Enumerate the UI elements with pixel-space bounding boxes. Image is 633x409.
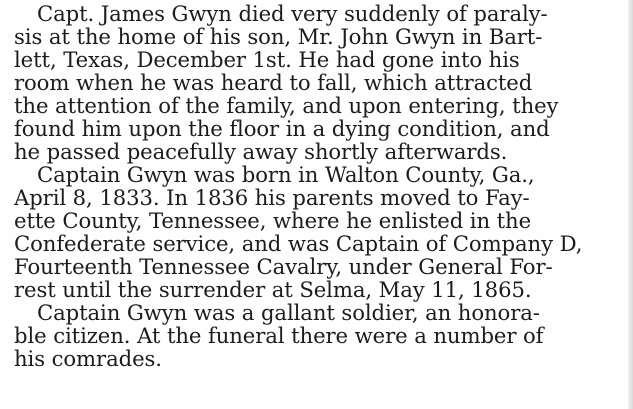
paragraph-2-line-1: Captain Gwyn was born in Walton County, Ga., [37, 162, 535, 187]
paragraph-2-line-3: ette County, Tennessee, where he enlisted in the [14, 208, 532, 233]
paragraph-1-line-4: room when he was heard to fall, which attracted [14, 70, 533, 95]
paragraph-1-line-1: Capt. James Gwyn died very suddenly of paraly- [37, 1, 548, 26]
paragraph-2-line-6: rest until the surrender at Selma, May 11, 1865. [14, 277, 532, 302]
paragraph-1-line-5: the attention of the family, and upon entering, they [14, 93, 559, 118]
page-edge-shadow [628, 0, 633, 409]
paragraph-3-line-3: his comrades. [14, 346, 162, 371]
paragraph-1-line-2: sis at the home of his son, Mr. John Gwyn in Bart- [14, 24, 543, 49]
paragraph-3-line-1: Captain Gwyn was a gallant soldier, an honora- [37, 300, 540, 325]
paragraph-3-line-2: ble citizen. At the funeral there were a number of [14, 323, 544, 348]
paragraph-2-line-2: April 8, 1833. In 1836 his parents moved to Fay- [14, 185, 530, 210]
paragraph-2-line-4: Confederate service, and was Captain of Company D, [14, 231, 583, 256]
paragraph-1-line-7: he passed peacefully away shortly afterwards. [14, 139, 508, 164]
paragraph-1-line-6: found him upon the floor in a dying condition, and [14, 116, 550, 141]
paragraph-2-line-5: Fourteenth Tennessee Cavalry, under General For- [14, 254, 553, 279]
paragraph-1-line-3: lett, Texas, December 1st. He had gone into his [14, 47, 520, 72]
